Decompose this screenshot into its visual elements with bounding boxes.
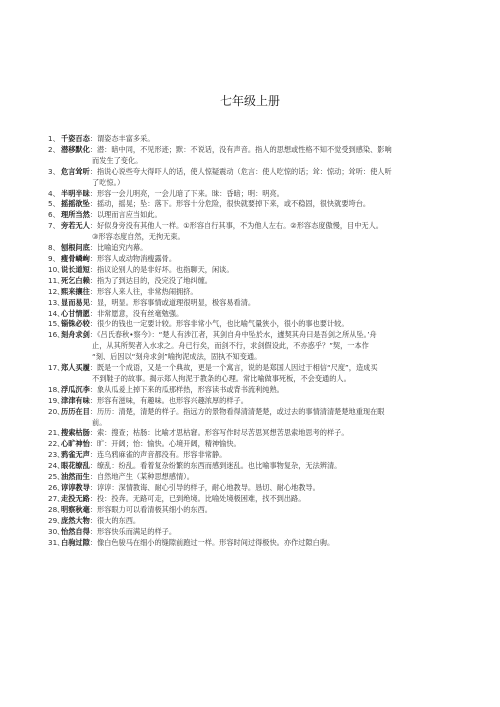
idiom-definition-continued: “刻、后因以“刻舟求剑”喻拘泥成法，固执不知变通。 — [92, 352, 262, 362]
idiom-definition: ：索：搜查；枯肠：比喻才思枯窘。形容写作时尽苦思冥想苦思索地思考的样子。 — [89, 428, 349, 438]
idiom-definition: ：好似身旁没有其他人一样。①形容自行其事，不为他人左右。②形容态度傲慢，目中无人。 — [89, 221, 383, 231]
idiom-term: 走投无路 — [61, 493, 90, 503]
idiom-entry — [48, 145, 466, 167]
idiom-term: 危言耸听 — [61, 166, 90, 176]
entry-number: 31、 — [48, 537, 65, 547]
idiom-definition: ：很少的钱也一定要计较。形容非常小气，也比喻气量狭小，很小的事也要计较。 — [89, 319, 349, 329]
entry-number: 20、 — [48, 406, 65, 416]
idiom-entry — [48, 134, 466, 145]
idiom-term: 锱铢必较 — [61, 319, 90, 329]
idiom-entry — [48, 472, 466, 483]
idiom-definition: ：自然地产生（某种思想感情）。 — [89, 472, 194, 482]
idiom-first-line — [48, 210, 466, 221]
idiom-first-line — [48, 505, 466, 516]
idiom-first-line — [48, 243, 466, 254]
idiom-entry — [48, 265, 466, 276]
idiom-first-line — [48, 145, 466, 156]
idiom-entry — [48, 309, 466, 320]
idiom-definition-continued: 前。 — [92, 417, 107, 427]
entry-number: 13、 — [48, 297, 65, 307]
idiom-definition: ：投：投奔。无路可走，已到绝境。比喻处境极困难，找不到出路。 — [89, 493, 306, 503]
idiom-first-line — [48, 407, 466, 418]
idiom-entry — [48, 450, 466, 461]
idiom-definition: ：指说心说些夸大得吓人的话，使人惊疑震动（危言：使人吃惊的话；耸：惊动；耸听：使人听 — [89, 166, 392, 176]
idiom-term: 明察秋毫 — [61, 504, 90, 514]
idiom-definition: ：潜：暗中同，不见形迹；默：不说话，没有声音。指人的思想或性格不知不觉受到感染、影响 — [89, 144, 392, 154]
idiom-term: 刨根问底 — [61, 243, 90, 253]
idiom-term: 旁若无人 — [61, 221, 90, 231]
idiom-first-line — [48, 199, 466, 210]
idiom-definition: ：连乌鸦麻雀的声音都没有。形容非常静。 — [89, 450, 227, 460]
idiom-first-line — [48, 439, 466, 450]
idiom-entry — [48, 167, 466, 189]
idiom-entry — [48, 287, 466, 298]
idiom-first-line — [48, 396, 466, 407]
idiom-first-line — [48, 276, 466, 287]
idiom-definition: ：既是一个成语，又是一个典故，更是一个寓言，说的是郑国人因过于相信“尺度”，造成买 — [89, 363, 378, 373]
idiom-first-line — [48, 287, 466, 298]
idiom-entry — [48, 461, 466, 472]
idiom-list — [48, 134, 466, 548]
idiom-term: 显而易见 — [61, 297, 90, 307]
idiom-entry — [48, 199, 466, 210]
idiom-definition: ：比喻追究内幕。 — [89, 243, 148, 253]
idiom-entry — [48, 330, 466, 363]
idiom-term: 千姿百态 — [61, 134, 90, 143]
entry-number: 7、 — [48, 221, 60, 231]
idiom-term: 刻舟求剑 — [61, 330, 90, 340]
idiom-definition: ：以理而言应当如此。 — [89, 210, 162, 220]
idiom-term: 心甘情愿 — [61, 308, 90, 318]
idiom-definition-continued: 了吃惊。） — [92, 177, 125, 187]
idiom-definition: ：谓姿态丰富多采。 — [89, 134, 155, 143]
idiom-definition: ：《吕氏春秋•察今》：“楚人有涉江者，其剑自舟中坠於水，遽契其舟曰是吾剑之所从坠。’舟 — [89, 330, 377, 340]
entry-number: 15、 — [48, 319, 65, 329]
idiom-term: 半明半昧 — [61, 188, 90, 198]
idiom-definition: ：很大的东西。 — [89, 515, 141, 525]
idiom-definition: ：形容眼力可以看清极其细小的东西。 — [89, 504, 212, 514]
idiom-term: 潜移默化 — [61, 144, 90, 154]
idiom-definition: ：形容快乐而满足的样子。 — [89, 526, 177, 536]
idiom-term: 心旷神怡 — [61, 439, 90, 449]
idiom-first-line — [48, 363, 466, 374]
idiom-definition: ：形容人来人往，非常热闹拥挤。 — [89, 286, 198, 296]
idiom-entry — [48, 243, 466, 254]
idiom-first-line — [48, 221, 466, 232]
idiom-definition: ：谆谆：深情教诲、耐心引导的样子，耐心地教导。恳切、耐心地教导。 — [89, 483, 320, 492]
idiom-definition: ：指议论别人的是非好坏。也指聊天，闲谈。 — [89, 264, 234, 274]
idiom-entry — [48, 221, 466, 243]
idiom-first-line — [48, 134, 466, 145]
entry-number: 16、 — [48, 330, 65, 340]
idiom-term: 津津有味 — [61, 395, 90, 405]
entry-number: 6、 — [48, 210, 60, 220]
idiom-entry — [48, 276, 466, 287]
idiom-definition: ：象从瓜爰上掉下来的瓜那样热，形容读书或背书流利纯熟。 — [89, 384, 284, 394]
entry-number: 24、 — [48, 461, 65, 471]
idiom-term: 浮瓜沉李 — [61, 384, 90, 394]
entry-number: 14、 — [48, 308, 65, 318]
idiom-first-line — [48, 494, 466, 505]
entry-number: 28、 — [48, 504, 65, 514]
idiom-entry — [48, 428, 466, 439]
idiom-entry — [48, 385, 466, 396]
entry-number: 10、 — [48, 264, 65, 274]
idiom-term: 庞然大物 — [61, 515, 90, 525]
idiom-definition: ：形容人或动物消瘦露骨。 — [89, 253, 177, 263]
idiom-term: 说长道短 — [61, 264, 90, 274]
idiom-term: 白驹过隙 — [61, 537, 90, 547]
idiom-first-line — [48, 309, 466, 320]
idiom-first-line — [48, 330, 466, 341]
idiom-definition: ：形容一会儿明亮，一会儿暗了下来。昧：昏暗；明：明亮。 — [89, 188, 284, 198]
entry-number: 17、 — [48, 363, 65, 373]
entry-number: 21、 — [48, 428, 65, 438]
idiom-term: 瘦骨嶙峋 — [61, 253, 90, 263]
idiom-first-line — [48, 450, 466, 461]
idiom-first-line — [48, 483, 466, 494]
idiom-term: 鸦雀无声 — [61, 450, 90, 460]
entry-number: 5、 — [48, 199, 60, 209]
entry-number: 30、 — [48, 526, 65, 536]
entry-number: 11、 — [48, 275, 65, 285]
idiom-first-line — [48, 167, 466, 178]
idiom-first-line — [48, 385, 466, 396]
entry-number: 27、 — [48, 493, 65, 503]
idiom-term: 熙来攘往 — [61, 286, 90, 296]
idiom-definition: ：摇动，摇晃；坠：落下。形容十分危险，很快就要掉下来，或不稳固，很快就要垮台。 — [89, 199, 371, 209]
idiom-first-line — [48, 472, 466, 483]
idiom-entry — [48, 189, 466, 200]
idiom-entry — [48, 516, 466, 527]
idiom-entry — [48, 538, 466, 549]
entry-number: 1、 — [48, 134, 60, 143]
idiom-entry — [48, 210, 466, 221]
idiom-definition: ：缭乱：纷乱。看着复杂纷繁的东西而感到迷乱。也比喻事物复杂，无法辨清。 — [89, 461, 342, 471]
idiom-definition: ：显，明显。形容事情或道理很明显，极容易看清。 — [89, 297, 256, 307]
entry-number: 4、 — [48, 188, 60, 198]
idiom-term: 历历在目 — [61, 406, 90, 416]
entry-number: 9、 — [48, 253, 60, 263]
idiom-term: 眼花缭乱 — [61, 461, 90, 471]
entry-number: 19、 — [48, 395, 65, 405]
idiom-term: 谆谆教导 — [61, 483, 90, 492]
idiom-entry — [48, 494, 466, 505]
idiom-definition-continued: ③形容态度自然，无拘无束。 — [92, 232, 185, 242]
idiom-definition: ：非常愿意，没有丝毫勉强。 — [89, 308, 184, 318]
page-title: 七年级上册 — [219, 94, 280, 108]
idiom-term: 搜索枯肠 — [61, 428, 90, 438]
idiom-definition: ：旷：开阔；怡：愉快。心境开阔，精神愉快。 — [89, 439, 241, 449]
idiom-definition-continued: 而发生了变化。 — [92, 155, 143, 165]
entry-number: 25、 — [48, 472, 65, 482]
idiom-first-line — [48, 538, 466, 549]
entry-number: 26、 — [48, 483, 65, 492]
entry-number: 8、 — [48, 243, 60, 253]
idiom-definition-continued: 不到鞋子的故事。揭示郑人拘泥于教条的心理。常比喻做事死板，不会变通的人。 — [92, 373, 351, 383]
entry-number: 23、 — [48, 450, 65, 460]
entry-number: 22、 — [48, 439, 65, 449]
idiom-term: 郑人买履 — [61, 363, 90, 373]
entry-number: 29、 — [48, 515, 65, 525]
idiom-first-line — [48, 319, 466, 330]
idiom-term: 摇摇欲坠 — [61, 199, 90, 209]
idiom-first-line — [48, 298, 466, 309]
idiom-entry — [48, 439, 466, 450]
idiom-entry — [48, 298, 466, 309]
entry-number: 2、 — [48, 144, 60, 154]
idiom-entry — [48, 407, 466, 429]
idiom-definition: ：像白色骏马在细小的缝隙前跑过一样。形容时间过得极快。亦作过隙白驹。 — [89, 537, 335, 547]
idiom-term: 怡然自得 — [61, 526, 90, 536]
idiom-first-line — [48, 461, 466, 472]
idiom-definition: ：指为了到达目的，没完没了地纠缠。 — [89, 275, 212, 285]
idiom-definition: ：形容有滋味，有趣味。也形容兴趣浓厚的样子。 — [89, 395, 248, 405]
idiom-entry — [48, 319, 466, 330]
idiom-entry — [48, 396, 466, 407]
idiom-entry — [48, 505, 466, 516]
idiom-term: 理所当然 — [61, 210, 90, 220]
entry-number: 3、 — [48, 166, 60, 176]
entry-number: 12、 — [48, 286, 65, 296]
idiom-term: 死乞白赖 — [61, 275, 90, 285]
idiom-definition: ：历历：清楚，清楚的样子。指远方的景物看得清清楚楚，或过去的事情清清楚楚地重现在眼 — [89, 406, 385, 416]
idiom-definition-continued: 止，从其所契者入水求之。舟已行矣，而剑不行，求剑假设此，不亦惑乎？”契，一本作 — [92, 341, 369, 351]
idiom-first-line — [48, 189, 466, 200]
idiom-first-line — [48, 428, 466, 439]
idiom-entry — [48, 483, 466, 494]
idiom-first-line — [48, 254, 466, 265]
entry-number: 18、 — [48, 384, 65, 394]
idiom-first-line — [48, 265, 466, 276]
idiom-entry — [48, 527, 466, 538]
idiom-term: 油然而生 — [61, 472, 90, 482]
idiom-entry — [48, 254, 466, 265]
idiom-first-line — [48, 516, 466, 527]
idiom-entry — [48, 363, 466, 385]
idiom-first-line — [48, 527, 466, 538]
